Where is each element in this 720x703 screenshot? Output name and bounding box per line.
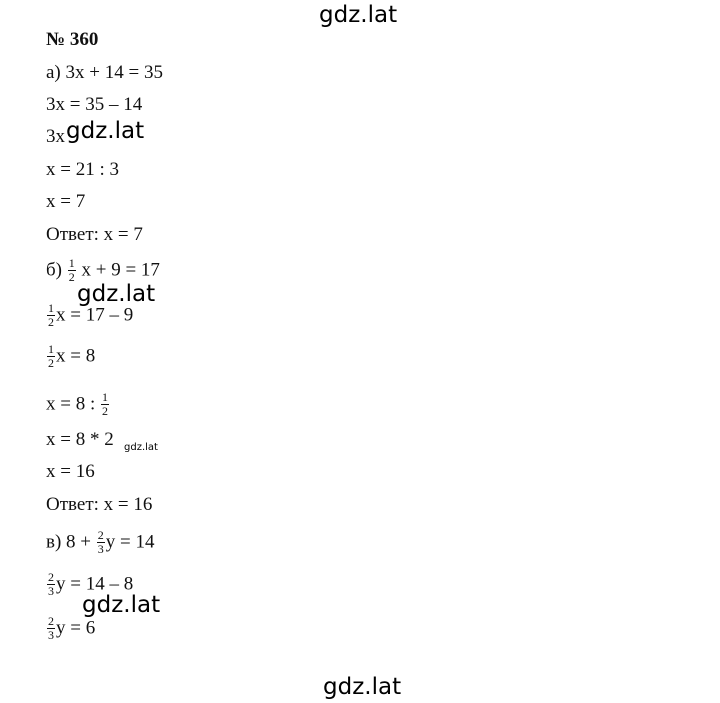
part-b-line-5: x = 8 * 2 — [46, 429, 114, 450]
equation-rest: x + 9 = 17 — [81, 259, 160, 281]
fraction — [101, 391, 109, 417]
part-b-line-4 — [46, 392, 110, 418]
fraction — [47, 615, 55, 641]
part-b-line-2 — [46, 303, 133, 329]
fraction-numerator: 1 — [68, 256, 75, 270]
fraction-denominator: 3 — [48, 583, 54, 598]
part-c-line-3 — [46, 616, 95, 642]
fraction-numerator: 1 — [48, 342, 54, 356]
watermark-small: gdz.lat — [124, 442, 158, 453]
fraction-numerator: 2 — [48, 614, 54, 628]
watermark-mid-1: gdz.lat — [66, 118, 145, 144]
fraction — [97, 529, 105, 555]
fraction — [47, 302, 55, 328]
fraction-denominator: 3 — [97, 541, 104, 556]
part-a-line-3: 3x — [46, 126, 65, 147]
part-a-line-2: 3x = 35 – 14 — [46, 94, 143, 115]
watermark-bottom: gdz.lat — [323, 674, 402, 700]
part-b-answer: Ответ: x = 16 — [46, 494, 153, 515]
equation-rest: x = 8 — [56, 345, 96, 367]
fraction-denominator: 2 — [68, 269, 75, 284]
fraction-numerator: 1 — [102, 390, 108, 404]
fraction-denominator: 2 — [48, 314, 54, 329]
problem-number: № 360 — [46, 29, 99, 50]
part-a-answer: Ответ: x = 7 — [46, 224, 143, 245]
fraction — [68, 257, 76, 283]
part-c-label: в) 8 + — [46, 531, 92, 553]
fraction — [47, 343, 55, 369]
watermark-mid-2: gdz.lat — [77, 281, 156, 307]
watermark-mid-3: gdz.lat — [82, 592, 161, 618]
equation-rest: y = 6 — [56, 617, 96, 639]
part-a-line-1: а) 3x + 14 = 35 — [46, 62, 163, 83]
fraction-numerator: 1 — [48, 301, 54, 315]
part-b-line-3 — [46, 344, 95, 370]
watermark-top: gdz.lat — [319, 2, 398, 28]
part-b-label: б) — [46, 259, 62, 281]
fraction — [47, 571, 55, 597]
equation-rest: y = 14 – 8 — [56, 573, 134, 595]
equation-rest: x = 17 – 9 — [56, 304, 134, 326]
part-a-line-5: x = 7 — [46, 191, 86, 212]
part-c-line-1 — [46, 530, 154, 556]
part-b-line-6: x = 16 — [46, 461, 95, 482]
fraction-denominator: 2 — [102, 403, 108, 418]
equation-text: x = 8 : — [46, 393, 96, 415]
part-a-line-4: x = 21 : 3 — [46, 159, 119, 180]
fraction-denominator: 3 — [48, 627, 54, 642]
equation-rest: y = 14 — [105, 531, 155, 553]
fraction-denominator: 2 — [48, 355, 54, 370]
fraction-numerator: 2 — [48, 570, 54, 584]
fraction-numerator: 2 — [97, 528, 104, 542]
